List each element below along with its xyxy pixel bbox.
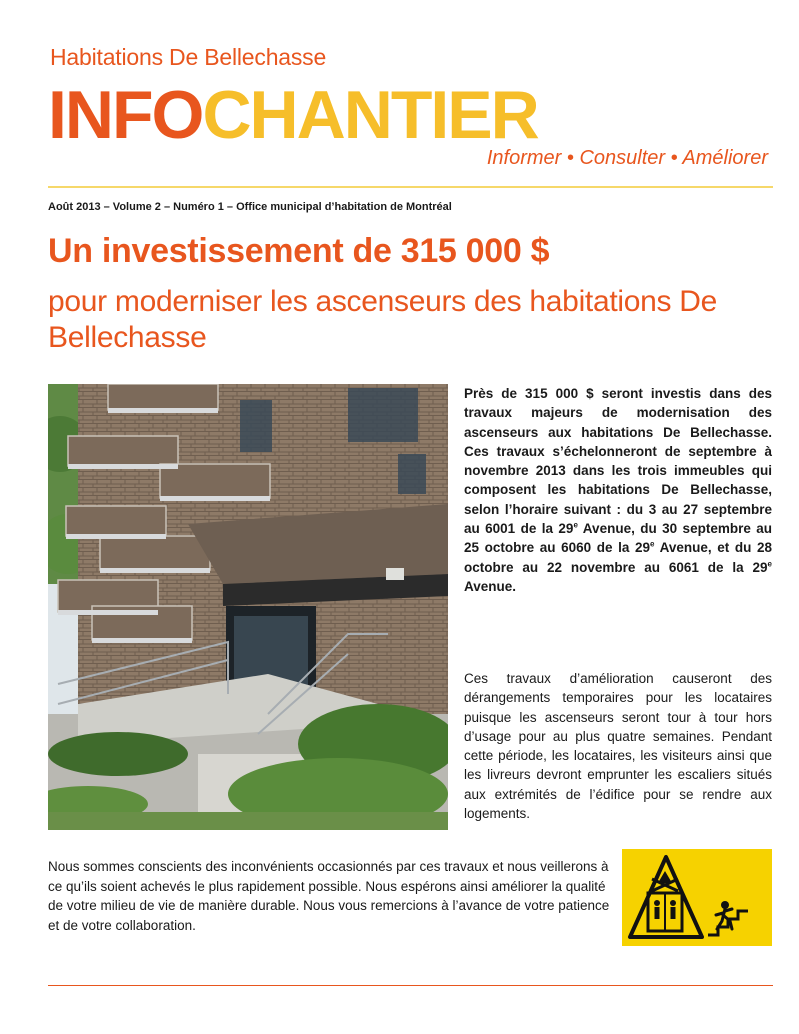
article-lead: [464, 384, 772, 596]
warning-sign-graphic: [622, 849, 772, 946]
masthead-chantier: CHANTIER: [202, 77, 538, 153]
article-subheadline: pour moderniser les ascenseurs des habitations De Bellechasse: [48, 285, 718, 354]
masthead-title: [48, 77, 538, 153]
article-headline: Un investissement de 315 000 $: [48, 232, 550, 270]
lead-superscript-2: e: [650, 539, 655, 549]
footer-divider: [48, 985, 773, 986]
lead-text-1: Près de 315 000 $ seront investis dans des travaux majeurs de modernisation des ascenseurs aux habitations De Bellechasse. Ces travaux s’échelonneront de septembre à novembre 2013 dans les trois immeubles qui composent les habitations De Bellechasse, selon l’horaire suivant : du 3 au 27 septembre au 6001 de la 29: [464, 386, 772, 537]
lead-superscript-3: e: [767, 559, 772, 569]
header-divider: [48, 186, 773, 188]
lead-text-4: Avenue.: [464, 578, 517, 594]
building-illustration: [48, 384, 448, 830]
tagline: Informer • Consulter • Améliorer: [486, 147, 768, 169]
lead-text-2: Avenue, du 30 septembre au 25 octobre au 6060 de la 29: [464, 521, 772, 556]
issue-info: Août 2013 – Volume 2 – Numéro 1 – Office municipal d’habitation de Montréal: [48, 201, 452, 213]
closing-paragraph: Nous sommes conscients des inconvénients occasionnés par ces travaux et nous veillerons à ce qu’ils soient achevés le plus rapidement possible. Nous espérons ainsi améliorer la qualité de votre milieu de vie de manière durable. Nous vous remercions à l’avance de votre patience et de votre collaboration.: [48, 859, 610, 933]
org-name: Habitations De Bellechasse: [50, 44, 327, 70]
lead-superscript-1: e: [573, 520, 578, 530]
lead-text-3: Avenue, et du 28 octobre au 22 novembre au 6061 de la 29: [464, 540, 772, 575]
elevator-out-of-service-stairs-icon: [622, 849, 772, 946]
article-body: Ces travaux d’amélioration causeront des dérangements temporaires pour les locataires puisque les ascenseurs seront tour à tour hors d’usage pour au plus quatre semaines. Pendant cette période, les locataires, les visiteurs ainsi que les livreurs devront emprunter les escaliers situés aux extrémités de l’édifice pour se rendre aux logements.: [464, 671, 772, 822]
building-photo: [48, 384, 448, 830]
masthead-info: INFO: [48, 77, 203, 153]
